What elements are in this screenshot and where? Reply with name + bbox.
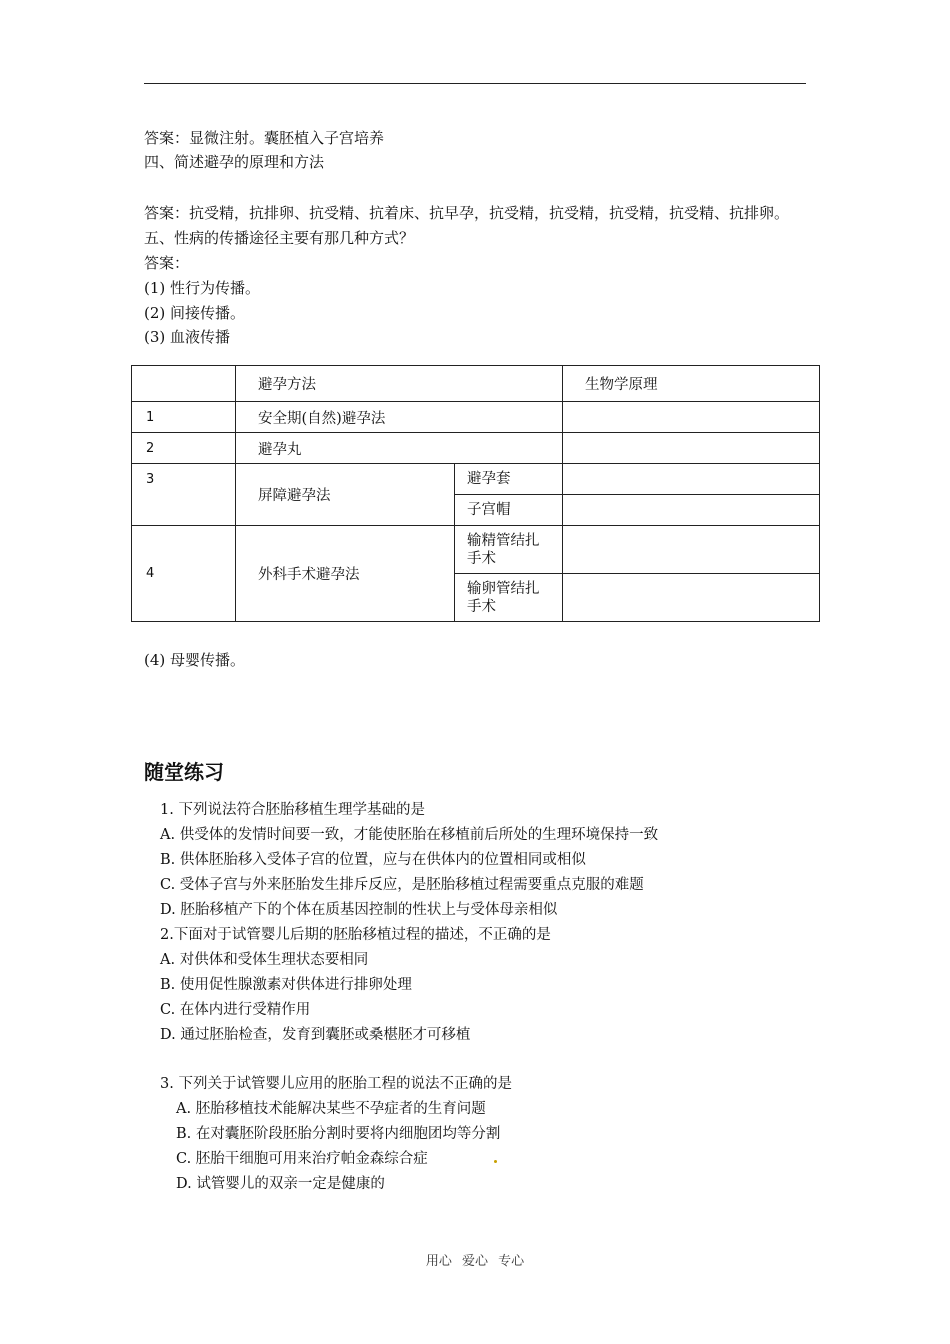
list-item-3: (3) 血液传播: [144, 328, 231, 346]
table-cell-principle: [563, 402, 820, 433]
question-1-option-d: D. 胚胎移植产下的个体在质基因控制的性状上与受体母亲相似: [160, 902, 558, 918]
section-5-title: 五、性病的传播途径主要有那几种方式？: [144, 229, 415, 247]
table-cell-method: 避孕丸: [236, 433, 563, 464]
table-cell-principle: [563, 526, 820, 574]
section-4-title: 四、简述避孕的原理和方法: [144, 153, 325, 171]
question-2-option-a: A. 对供体和受体生理状态要相同: [160, 952, 369, 968]
table-header-row: [132, 366, 820, 402]
table-cell-num: 2: [132, 433, 236, 464]
table-cell-principle: [563, 464, 820, 495]
table-cell-num: 3: [132, 464, 236, 526]
list-item-2: (2) 间接传播。: [144, 304, 246, 322]
table-cell-method: 屏障避孕法: [236, 464, 455, 526]
table-cell-method: 外科手术避孕法: [236, 526, 455, 622]
question-1-option-b: B. 供体胚胎移入受体子宫的位置，应与在供体内的位置相同或相似: [160, 852, 586, 868]
table-header-method: 避孕方法: [236, 366, 563, 402]
table-cell-principle: [563, 433, 820, 464]
table-header-principle: 生物学原理: [563, 366, 820, 402]
table-cell-submethod: 输卵管结扎手术: [455, 574, 563, 622]
table-cell-method: 安全期(自然)避孕法: [236, 402, 563, 433]
question-1-option-c: C. 受体子宫与外来胚胎发生排斥反应，是胚胎移植过程需要重点克服的难题: [160, 877, 644, 893]
table-row: [132, 433, 820, 464]
list-item-4: (4) 母婴传播。: [144, 651, 246, 669]
question-2-option-b: B. 使用促性腺激素对供体进行排卵处理: [160, 977, 412, 993]
table-row: [132, 526, 820, 574]
table-cell-principle: [563, 495, 820, 526]
answer-line-3: 答案：: [144, 254, 190, 272]
question-2-option-d: D. 通过胚胎检查，发育到囊胚或桑椹胚才可移植: [160, 1027, 471, 1043]
page-footer: 用心 爱心 专心: [425, 1254, 525, 1269]
question-2-option-c: C. 在体内进行受精作用: [160, 1002, 311, 1018]
table-cell-principle: [563, 574, 820, 622]
header-rule: [144, 83, 806, 84]
table-cell-submethod: 子宫帽: [455, 495, 563, 526]
table-cell-submethod: 输精管结扎手术: [455, 526, 563, 574]
question-3-option-b: B. 在对囊胚阶段胚胎分割时要将内细胞团均等分割: [176, 1126, 501, 1142]
question-3-option-d: D. 试管婴儿的双亲一定是健康的: [176, 1176, 385, 1192]
question-1: 1. 下列说法符合胚胎移植生理学基础的是: [160, 802, 425, 818]
question-3-option-a: A. 胚胎移植技术能解决某些不孕症者的生育问题: [176, 1101, 486, 1117]
question-1-option-a: A. 供受体的发情时间要一致，才能使胚胎在移植前后所处的生理环境保持一致: [160, 827, 659, 843]
contraception-table: [131, 365, 820, 622]
question-2: 2.下面对于试管婴儿后期的胚胎移植过程的描述，不正确的是: [160, 927, 551, 943]
table-cell-submethod: 避孕套: [455, 464, 563, 495]
stray-dot-mark: [494, 1160, 497, 1163]
table-row: [132, 464, 820, 495]
table-cell-num: 4: [132, 526, 236, 622]
table-header-empty: [132, 366, 236, 402]
practice-heading: 随堂练习: [144, 760, 224, 784]
table-row: [132, 402, 820, 433]
answer-line-1: 答案：显微注射。囊胚植入子宫培养: [144, 129, 385, 147]
list-item-1: (1) 性行为传播。: [144, 279, 261, 297]
answer-line-2: 答案：抗受精，抗排卵、抗受精、抗着床、抗早孕，抗受精，抗受精，抗受精，抗受精、抗排卵。: [144, 204, 790, 222]
table-cell-num: 1: [132, 402, 236, 433]
question-3: 3. 下列关于试管婴儿应用的胚胎工程的说法不正确的是: [160, 1076, 512, 1092]
question-3-option-c: C. 胚胎干细胞可用来治疗帕金森综合症: [176, 1151, 428, 1167]
